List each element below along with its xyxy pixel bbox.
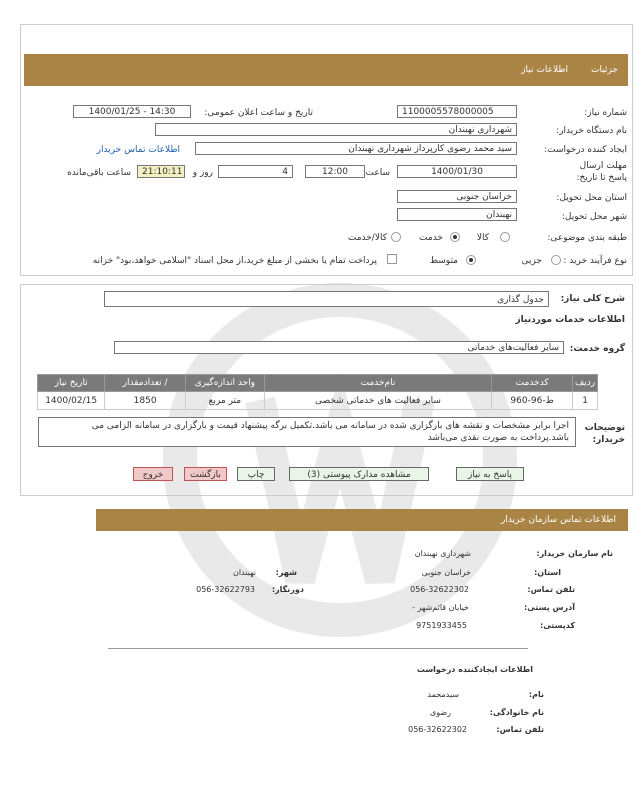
city-label: شهر محل تحویل:	[561, 212, 627, 222]
table-row	[38, 392, 598, 410]
creator-name-label: نام:	[528, 690, 544, 699]
cell-service-name: سایر فعالیت های خدماتی شخصی	[264, 392, 491, 410]
contact-org-label: نام سازمان خریدار:	[536, 549, 613, 558]
need-number-field: 1100005578000005	[397, 105, 517, 118]
print-button[interactable]: چاپ	[237, 467, 275, 481]
col-row: ردیف	[573, 375, 598, 392]
cell-need-date: 1400/02/15	[38, 392, 105, 410]
process-medium-label: متوسط	[429, 256, 458, 266]
col-service-name: نام‌خدمت	[264, 375, 491, 392]
category-goods-label: کالا	[476, 233, 489, 243]
contact-province-value: خراسان جنوبی	[421, 568, 471, 577]
process-medium-radio[interactable]	[466, 255, 476, 265]
creator-name-value: سیدمحمد	[427, 690, 459, 699]
services-table	[37, 374, 598, 410]
services-title: اطلاعات خدمات موردنیاز	[515, 315, 625, 325]
top-nav-bar	[24, 54, 628, 86]
contact-title-bar	[96, 509, 628, 531]
tab-need-info[interactable]: اطلاعات نیاز	[521, 65, 568, 75]
process-partial-radio[interactable]	[551, 255, 561, 265]
cell-row: 1	[573, 392, 598, 410]
contact-fax-value: 056-32622793	[196, 585, 255, 594]
category-service-radio[interactable]	[450, 232, 460, 242]
contact-title: اطلاعات تماس سازمان خریدار	[500, 515, 616, 525]
category-goods-service-radio[interactable]	[391, 232, 401, 242]
payment-note: پرداخت تمام یا بخشی از مبلغ خرید،از محل اسناد "اسلامی خواهد،بود" خزانه	[92, 256, 377, 266]
time-label: ساعت	[365, 168, 390, 178]
contact-postal-value: 9751933455	[416, 621, 467, 630]
attachments-button[interactable]: مشاهده مدارک پیوستی (3)	[289, 467, 429, 481]
buyer-notes-field: اجرا برابر مشخصات و نقشه های بارگزاری شده در سامانه می باشد.تکمیل برگه پیشنهاد قیمت و بارگزاری در سامانه الزامی می باشد.پرداخت به صورت نقدی می‌باشد	[38, 417, 576, 447]
creator-label: ایجاد کننده درخواست:	[544, 145, 627, 155]
need-number-label: شماره نیاز:	[584, 108, 627, 118]
contact-phone-value: 056-32622302	[410, 585, 469, 594]
creator-phone-value: 056-32622302	[408, 725, 467, 734]
cell-service-code: ط-96-960	[492, 392, 573, 410]
deadline-time-field: 12:00	[305, 165, 365, 178]
contact-address-value: خیابان قائم‌شهر -	[412, 603, 469, 612]
buyer-org-label: نام دستگاه خریدار:	[556, 126, 627, 136]
creator-phone-label: تلفن تماس:	[496, 725, 544, 734]
days-count-field: 4	[218, 165, 293, 178]
province-field: خراسان جنوبی	[397, 190, 517, 203]
payment-checkbox[interactable]	[387, 254, 397, 264]
remaining-time-field: 21:10:11	[137, 165, 185, 178]
back-button[interactable]: بازگشت	[184, 467, 227, 481]
cell-quantity: 1850	[105, 392, 186, 410]
process-label: نوع فرآیند خرید :	[563, 256, 627, 266]
exit-button[interactable]: خروج	[133, 467, 173, 481]
deadline-label: مهلت ارسال پاسخ تا تاریخ:	[576, 161, 627, 183]
contact-divider	[108, 648, 528, 649]
col-quantity: / تعدادمقدار	[105, 375, 186, 392]
category-label: طبقه بندی موضوعی:	[547, 233, 627, 243]
remaining-label: ساعت باقی‌مانده	[67, 168, 131, 178]
process-partial-label: جزیی	[521, 256, 542, 266]
cell-unit: متر مربع	[185, 392, 264, 410]
category-goods-service-label: کالا/خدمت	[347, 233, 387, 243]
buyer-notes-label: توضیحات خریدار:	[584, 423, 625, 445]
contact-province-label: استان:	[534, 568, 561, 577]
deadline-date-field: 1400/01/30	[397, 165, 517, 178]
contact-city-label: شهر:	[275, 568, 297, 577]
creator-family-label: نام خانوادگی:	[489, 708, 544, 717]
province-label: استان محل تحویل:	[556, 193, 627, 203]
table-header-row	[38, 375, 598, 392]
contact-address-label: آدرس پستی:	[524, 603, 575, 612]
service-group-label: گروه خدمت:	[569, 344, 625, 354]
buyer-org-field: شهرداری نهبندان	[155, 123, 517, 136]
col-service-code: کدخدمت	[492, 375, 573, 392]
tab-details[interactable]: جزئیات	[591, 65, 618, 75]
announce-label: تاریخ و ساعت اعلان عمومی:	[204, 108, 313, 118]
contact-postal-label: کدپستی:	[540, 621, 575, 630]
contact-city-value: نهبندان	[232, 568, 256, 577]
col-need-date: تاریخ نیاز	[38, 375, 105, 392]
summary-field: جدول گذاری	[104, 291, 549, 307]
service-group-field: سایر فعالیت‌های خدماتی	[114, 341, 564, 354]
contact-phone-label: تلفن تماس:	[527, 585, 575, 594]
buyer-contact-link[interactable]: اطلاعات تماس خریدار	[96, 145, 180, 155]
announce-field: 1400/01/25 - 14:30	[73, 105, 191, 118]
summary-label: شرح کلی نیاز:	[560, 294, 625, 304]
category-goods-radio[interactable]	[500, 232, 510, 242]
creator-info-title: اطلاعات ایجادکننده درخواست	[416, 665, 533, 674]
category-service-label: خدمت	[419, 233, 443, 243]
creator-field: سید محمد رضوی کارپرداز شهرداری نهبندان	[195, 142, 517, 155]
contact-org-value: شهرداری نهبندان	[414, 549, 471, 558]
reply-button[interactable]: پاسخ به نیاز	[456, 467, 524, 481]
col-unit: واحد اندازه‌گیری	[185, 375, 264, 392]
days-label: روز و	[192, 168, 213, 178]
contact-fax-label: دورنگار:	[271, 585, 304, 594]
city-field: نهبندان	[397, 208, 517, 221]
creator-family-value: رضوی	[429, 708, 451, 717]
